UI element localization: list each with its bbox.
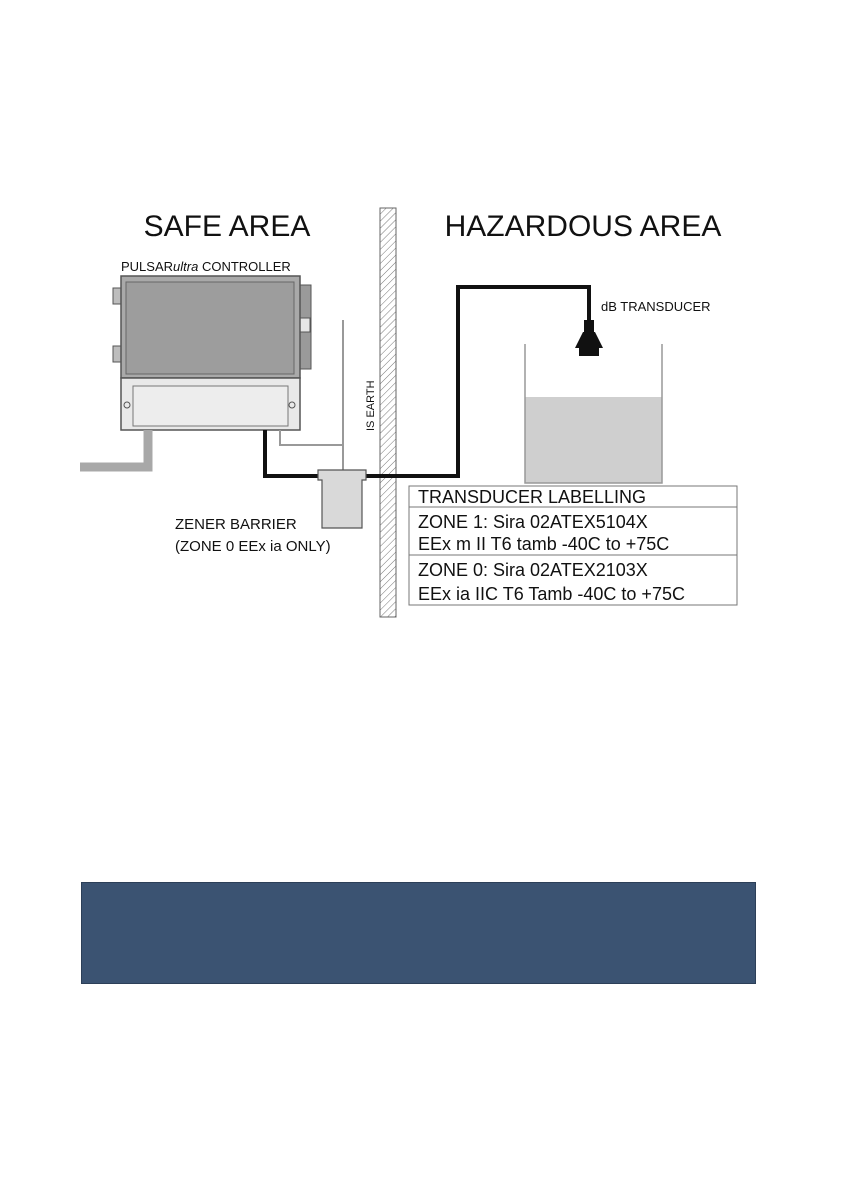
zone0-rating: EEx ia IIC T6 Tamb -40C to +75C xyxy=(418,584,685,604)
hazardous-area-heading: HAZARDOUS AREA xyxy=(444,210,722,243)
controller-unit xyxy=(113,276,311,430)
controller-label: PULSARultra CONTROLLER xyxy=(121,259,291,274)
is-earth-wire xyxy=(280,430,343,445)
transducer-label: dB TRANSDUCER xyxy=(601,299,711,314)
zener-barrier-label: ZENER BARRIER xyxy=(175,516,297,533)
note-box xyxy=(81,882,756,984)
zener-barrier-note: (ZONE 0 EEx ia ONLY) xyxy=(175,538,331,555)
power-conduit xyxy=(80,430,148,467)
safe-area-heading: SAFE AREA xyxy=(143,210,311,243)
dividing-wall xyxy=(380,208,396,617)
table-title: TRANSDUCER LABELLING xyxy=(418,487,647,507)
tank-liquid xyxy=(525,397,662,483)
safe-area-cable xyxy=(265,430,318,476)
zone1-certificate: ZONE 1: Sira 02ATEX5104X xyxy=(418,512,648,532)
zener-barrier xyxy=(318,470,366,528)
transducer-icon xyxy=(575,320,603,356)
zone0-certificate: ZONE 0: Sira 02ATEX2103X xyxy=(418,560,648,580)
is-earth-label: IS EARTH xyxy=(365,380,377,431)
zone1-rating: EEx m II T6 tamb -40C to +75C xyxy=(418,534,670,554)
transducer-labelling-table xyxy=(409,486,737,605)
